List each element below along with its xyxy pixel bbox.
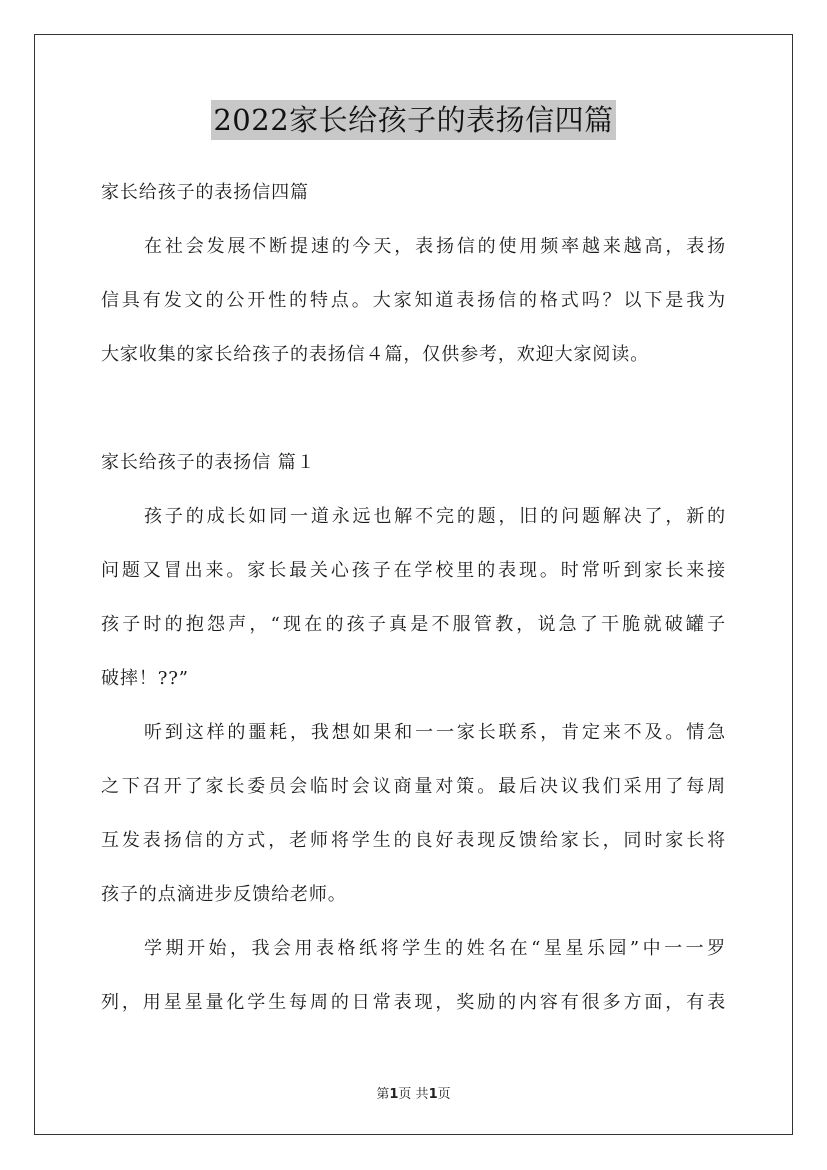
paragraph-line: 互发表扬信的方式，老师将学生的良好表现反馈给家长，同时家长将 <box>101 830 726 851</box>
section-heading: 家长给孩子的表扬信 篇１ <box>101 452 316 473</box>
footer-suffix: 页 <box>437 1087 451 1102</box>
paragraph-line: 列，用星星量化学生每周的日常表现，奖励的内容有很多方面，有表 <box>101 992 726 1013</box>
paragraph-line: 破摔！??” <box>101 668 189 689</box>
page-footer <box>0 1083 827 1102</box>
section1-paragraph-2 <box>101 715 726 913</box>
footer-prefix: 第 <box>376 1087 390 1102</box>
section1-paragraph-1 <box>101 499 726 697</box>
paragraph-line: 信具有发文的公开性的特点。大家知道表扬信的格式吗？以下是我为 <box>101 290 726 311</box>
spacer <box>101 211 726 229</box>
footer-total-pages: 1 <box>428 1087 438 1102</box>
paragraph-line: 孩子的成长如同一道永远也解不完的题，旧的问题解决了，新的 <box>144 506 726 527</box>
paragraph-line: 孩子的点滴进步反馈给老师。 <box>101 884 347 905</box>
paragraph-line: 问题又冒出来。家长最关心孩子在学校里的表现。时常听到家长来接 <box>101 560 726 581</box>
subtitle: 家长给孩子的表扬信四篇 <box>101 182 309 203</box>
footer-current-page: 1 <box>389 1087 399 1102</box>
spacer <box>101 373 726 445</box>
title-container <box>0 100 827 140</box>
paragraph-line: 听到这样的噩耗，我想如果和一一家长联系，肯定来不及。情急 <box>144 722 726 743</box>
paragraph-line: 大家收集的家长给孩子的表扬信４篇，仅供参考，欢迎大家阅读。 <box>101 344 650 365</box>
paragraph-line: 孩子时的抱怨声，“现在的孩子真是不服管教，说急了干脆就破罐子 <box>101 614 726 635</box>
section1-paragraph-3 <box>101 931 726 1021</box>
paragraph-line: 学期开始，我会用表格纸将学生的姓名在“星星乐园”中一一罗 <box>144 938 726 959</box>
paragraph-line: 在社会发展不断提速的今天，表扬信的使用频率越来越高，表扬 <box>144 236 726 257</box>
intro-paragraph <box>101 229 726 373</box>
footer-mid: 页 共 <box>398 1087 429 1102</box>
paragraph-line: 之下召开了家长委员会临时会议商量对策。最后决议我们采用了每周 <box>101 776 726 797</box>
document-body <box>101 175 726 1021</box>
document-title: 2022家长给孩子的表扬信四篇 <box>211 100 615 140</box>
